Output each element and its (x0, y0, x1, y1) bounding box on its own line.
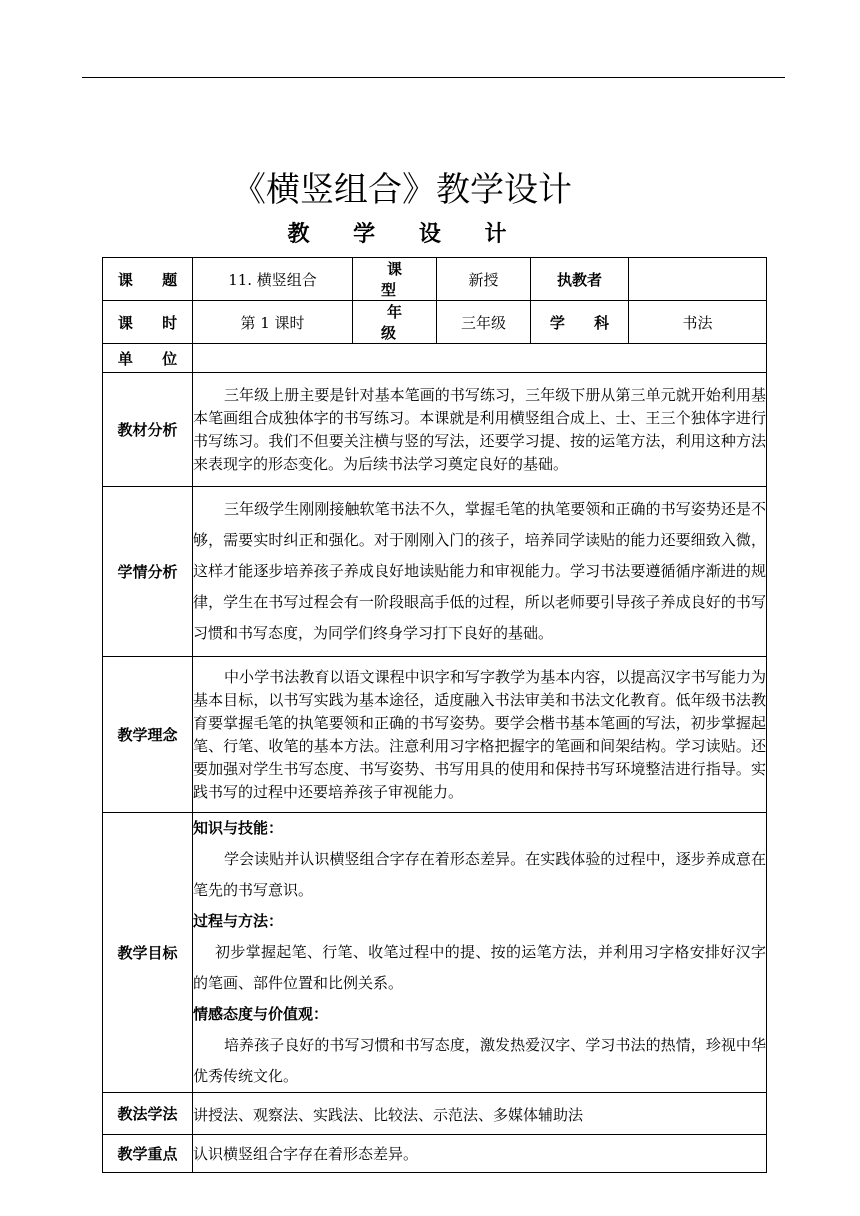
table-row (103, 813, 767, 1093)
period-value: 第 1 课时 (193, 301, 353, 344)
header-rule (82, 77, 785, 78)
lesson-plan-table (102, 257, 767, 1173)
process-text: 初步掌握起笔、行笔、收笔过程中的提、按的运笔方法，并利用习字格安排好汉字的笔画、部件位置和比例关系。 (193, 943, 766, 992)
table-row (103, 657, 767, 813)
teacher-label: 执教者 (531, 258, 629, 301)
teaching-goals-content (193, 813, 767, 1093)
grade-value: 三年级 (437, 301, 531, 344)
unit-value (193, 344, 767, 373)
key-points-text: 认识横竖组合字存在着形态差异。 (193, 1135, 767, 1173)
grade-label: 年 级 (353, 301, 437, 344)
table-row (103, 344, 767, 373)
knowledge-heading: 知识与技能： (193, 819, 284, 837)
knowledge-text: 学会读贴并认识横竖组合字存在着形态差异。在实践体验的过程中，逐步养成意在笔先的书写意识。 (193, 850, 766, 899)
table-row (103, 1135, 767, 1173)
table-row (103, 373, 767, 487)
table-row (103, 301, 767, 344)
section-title: 教 学 设 计 (287, 222, 525, 247)
teaching-philosophy-label: 教学理念 (103, 657, 193, 813)
emotion-heading: 情感态度与价值观： (193, 1005, 329, 1023)
emotion-text: 培养孩子良好的书写习惯和书写态度，激发热爱汉字、学习书法的热情，珍视中华优秀传统文化。 (193, 1036, 766, 1085)
key-points-label: 教学重点 (103, 1135, 193, 1173)
subject-value: 书法 (629, 301, 767, 344)
unit-label: 单 位 (103, 344, 193, 373)
period-label: 课 时 (103, 301, 193, 344)
methods-label: 教法学法 (103, 1093, 193, 1135)
topic-label: 课 题 (103, 258, 193, 301)
type-value: 新授 (437, 258, 531, 301)
page-title: 《横竖组合》教学设计 (232, 170, 572, 210)
teacher-value (629, 258, 767, 301)
material-analysis-text: 三年级上册主要是针对基本笔画的书写练习，三年级下册从第三单元就开始利用基本笔画组合成独体字的书写练习。本课就是利用横竖组合成上、士、王三个独体字进行书写练习。我们不但要关注横与竖的写法，还要学习提、按的运笔方法，利用这种方法来表现字的形态变化。为后续书法学习奠定良好的基础。 (193, 373, 767, 487)
student-analysis-text: 三年级学生刚刚接触软笔书法不久，掌握毛笔的执笔要领和正确的书写姿势还是不够，需要实时纠正和强化。对于刚刚入门的孩子，培养同学读贴的能力还要细致入微，这样才能逐步培养孩子养成良好地读贴能力和审视能力。学习书法要遵循循序渐进的规律，学生在书写过程会有一阶段眼高手低的过程，所以老师要引导孩子养成良好的书写习惯和书写态度，为同学们终身学习打下良好的基础。 (193, 487, 767, 657)
topic-value: 11. 横竖组合 (193, 258, 353, 301)
process-heading: 过程与方法： (193, 912, 284, 930)
student-analysis-label: 学情分析 (103, 487, 193, 657)
material-analysis-label: 教材分析 (103, 373, 193, 487)
type-label: 课 型 (353, 258, 437, 301)
table-row (103, 487, 767, 657)
subject-label: 学 科 (531, 301, 629, 344)
teaching-philosophy-text: 中小学书法教育以语文课程中识字和写字教学为基本内容，以提高汉字书写能力为基本目标，以书写实践为基本途径，适度融入书法审美和书法文化教育。低年级书法教育要掌握毛笔的执笔要领和正确的书写姿势。要学会楷书基本笔画的写法，初步掌握起笔、行笔、收笔的基本方法。注意利用习字格把握字的笔画和间架结构。学习读贴。还要加强对学生书写态度、书写姿势、书写用具的使用和保持书写环境整洁进行指导。实践书写的过程中还要培养孩子审视能力。 (193, 657, 767, 813)
methods-text: 讲授法、观察法、实践法、比较法、示范法、多媒体辅助法 (193, 1093, 767, 1135)
table-row (103, 1093, 767, 1135)
teaching-goals-label: 教学目标 (103, 813, 193, 1093)
table-row (103, 258, 767, 301)
